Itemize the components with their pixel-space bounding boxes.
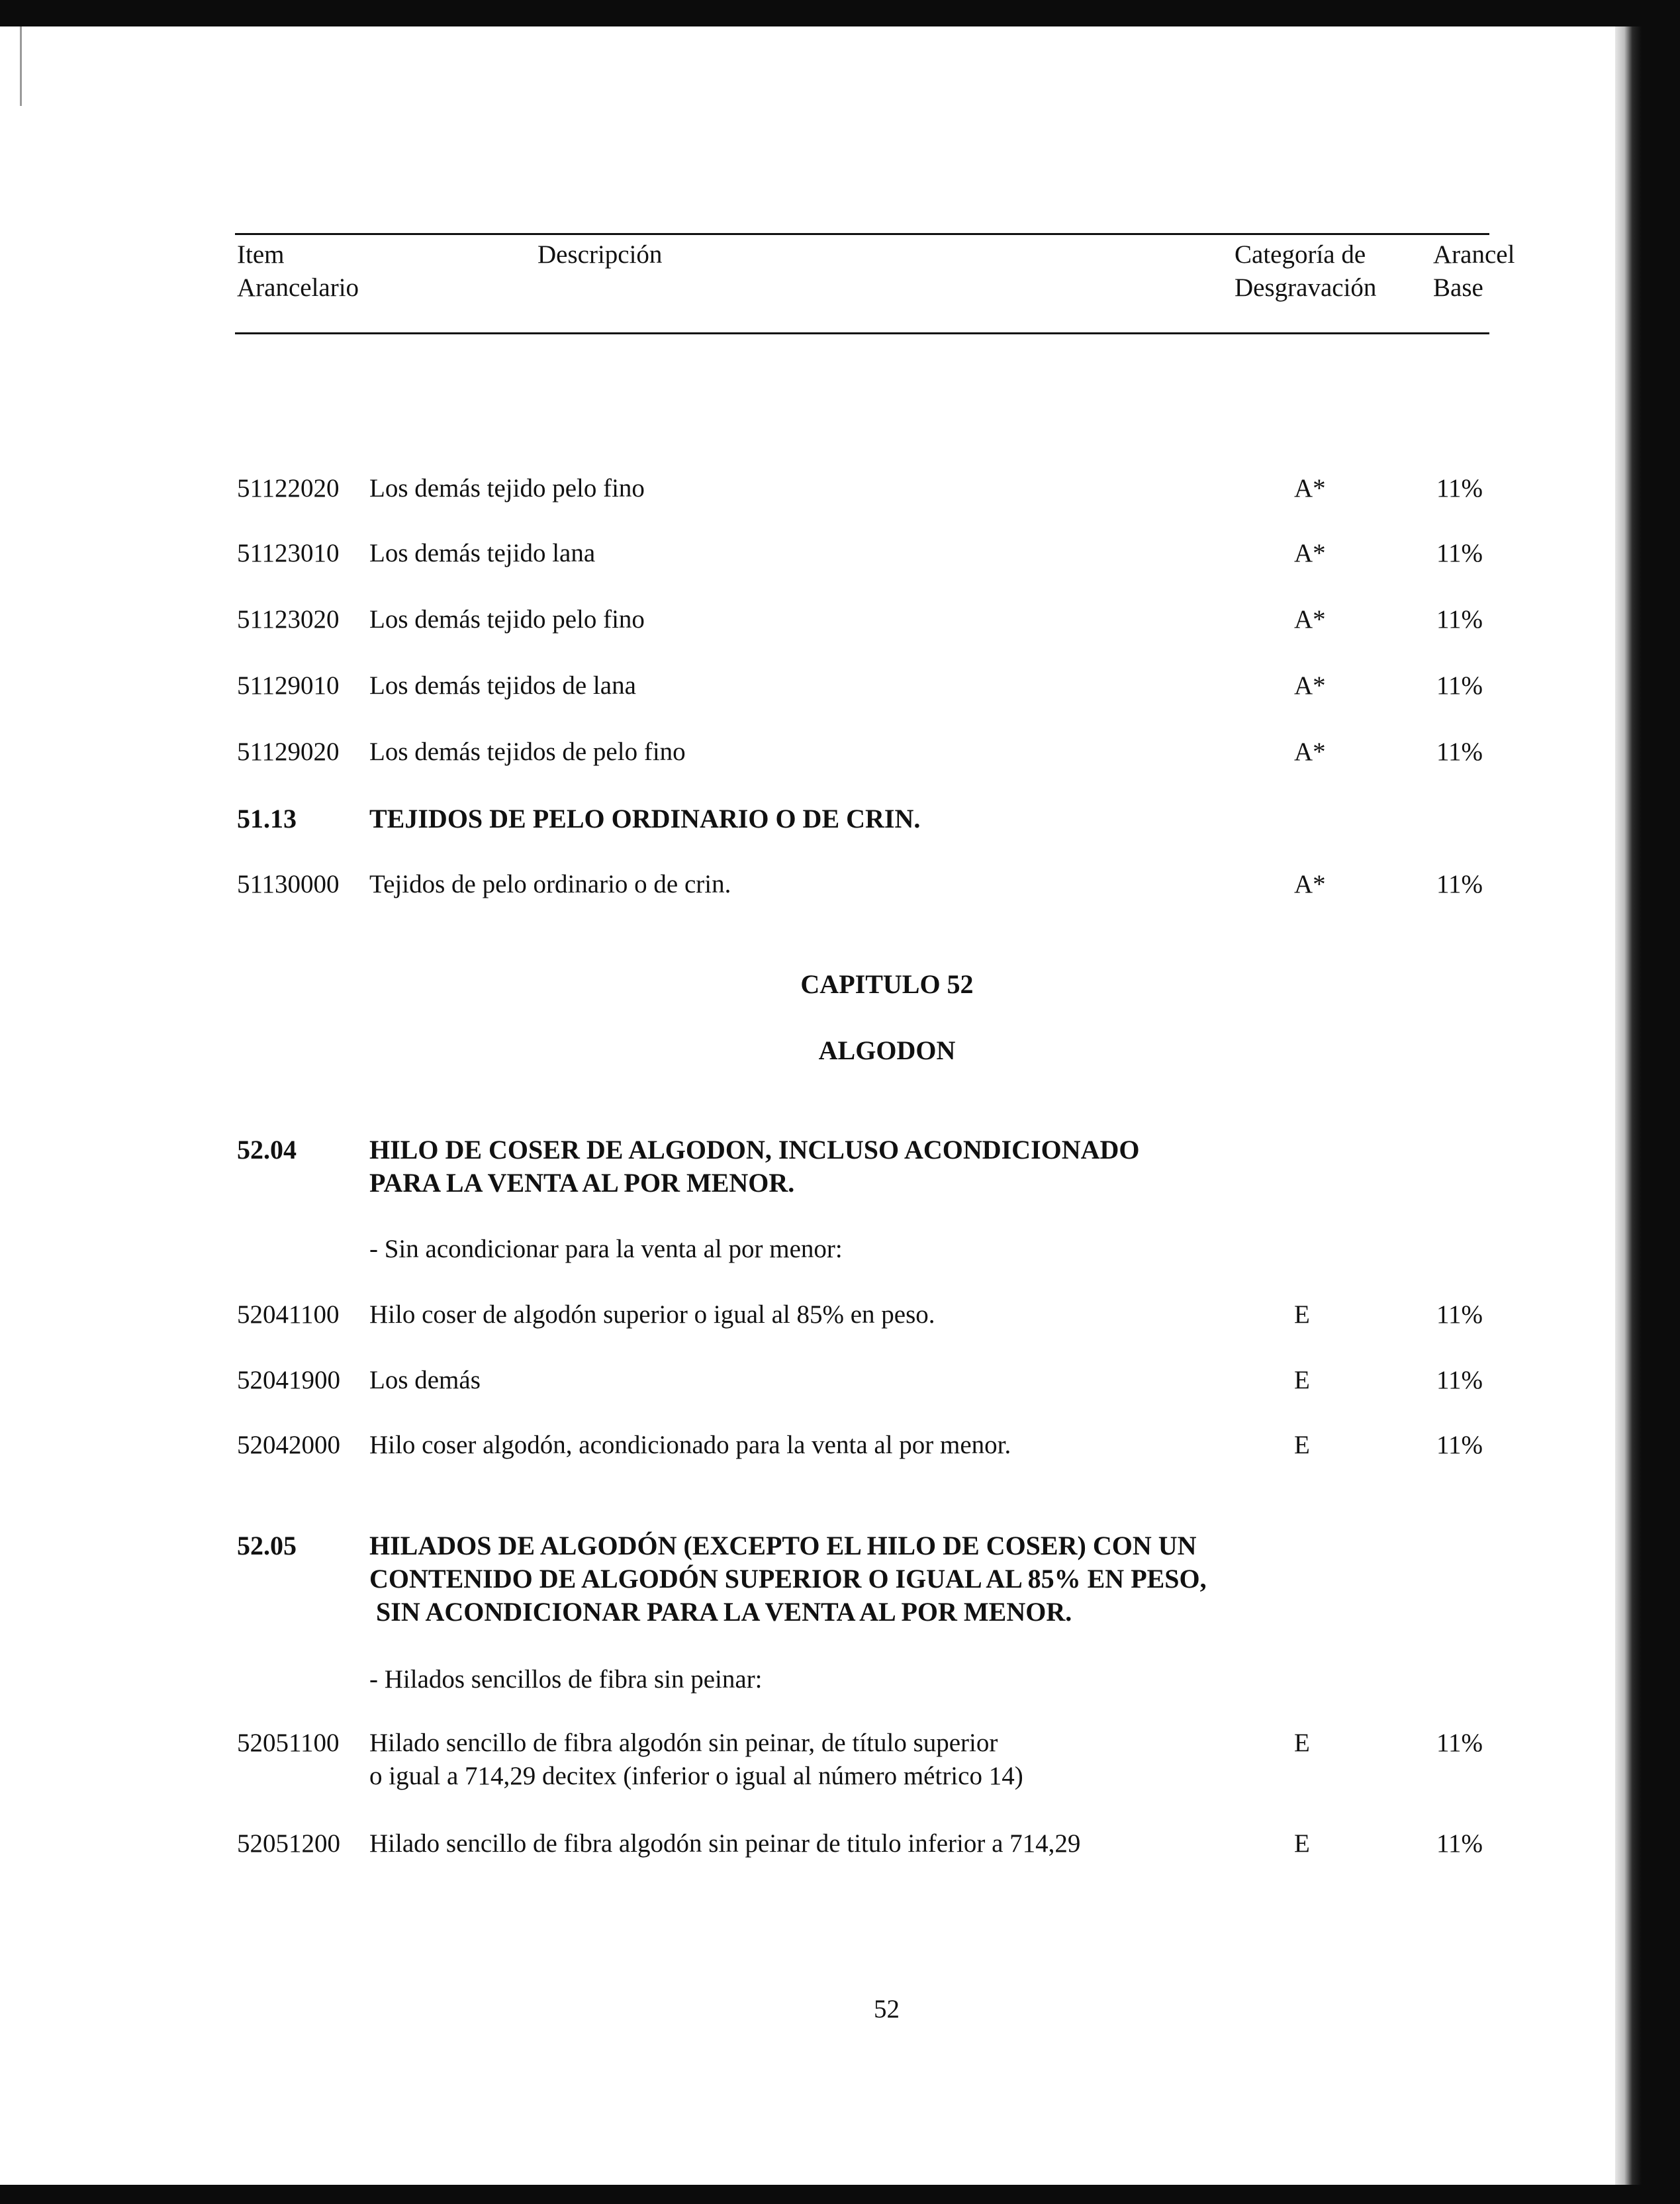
heading-title-line2: CONTENIDO DE ALGODÓN SUPERIOR O IGUAL AL 85% EN PESO, (369, 1564, 1207, 1594)
heading-title: TEJIDOS DE PELO ORDINARIO O DE CRIN. (369, 804, 921, 834)
row-category: A* (1294, 474, 1326, 503)
row-code: 51129010 (237, 671, 340, 700)
heading-title-line2: PARA LA VENTA AL POR MENOR. (369, 1168, 795, 1198)
row-description: Hilo coser de algodón superior o igual al 85% en peso. (369, 1300, 935, 1329)
heading-title (369, 1529, 1207, 1629)
header-description: Descripción (537, 240, 663, 269)
row-description: Tejidos de pelo ordinario o de crin. (369, 870, 731, 898)
row-category: A* (1294, 738, 1326, 766)
header-item-column (237, 238, 359, 305)
row-rate: 11% (1436, 671, 1483, 700)
row-code: 52051100 (237, 1729, 340, 1757)
row-code: 51122020 (237, 474, 340, 503)
chapter-title: CAPITULO 52 (800, 969, 974, 999)
row-rate: 11% (1436, 738, 1483, 766)
header-tariff-line1: Arancel (1433, 240, 1515, 269)
row-description: Los demás tejido pelo fino (369, 605, 645, 634)
header-tariff-column (1433, 238, 1515, 305)
row-category: E (1294, 1300, 1310, 1329)
row-rate: 11% (1436, 1366, 1483, 1394)
row-rate: 11% (1436, 1431, 1483, 1459)
row-category: A* (1294, 605, 1326, 634)
row-rate: 11% (1436, 539, 1483, 567)
row-description: Hilo coser algodón, acondicionado para la venta al por menor. (369, 1431, 1011, 1459)
scan-mark-left (20, 26, 22, 106)
row-description: Los demás (369, 1366, 481, 1394)
row-rate: 11% (1436, 605, 1483, 634)
row-category: E (1294, 1729, 1310, 1757)
row-description: Los demás tejidos de lana (369, 671, 636, 700)
row-description: Hilado sencillo de fibra algodón sin peinar de titulo inferior a 714,29 (369, 1829, 1081, 1858)
row-category: E (1294, 1366, 1310, 1394)
row-category: E (1294, 1829, 1310, 1858)
row-category: A* (1294, 539, 1326, 567)
row-rate: 11% (1436, 870, 1483, 898)
heading-title-line3: SIN ACONDICIONAR PARA LA VENTA AL POR MENOR. (369, 1597, 1072, 1627)
row-code: 51123010 (237, 539, 340, 567)
header-item-line1: Item (237, 240, 285, 269)
row-description: Los demás tejido lana (369, 539, 596, 567)
row-code: 52041100 (237, 1300, 340, 1329)
subheading: - Hilados sencillos de fibra sin peinar: (369, 1665, 763, 1694)
row-rate: 11% (1436, 1300, 1483, 1329)
page-number: 52 (874, 1995, 900, 2023)
header-top-rule (235, 233, 1489, 235)
row-code: 51129020 (237, 738, 340, 766)
heading-title-line1: HILO DE COSER DE ALGODON, INCLUSO ACONDICIONADO (369, 1135, 1140, 1165)
row-code: 52042000 (237, 1431, 340, 1459)
header-tariff-line2: Base (1433, 273, 1483, 302)
row-description-line1: Hilado sencillo de fibra algodón sin peinar, de título superior (369, 1729, 998, 1757)
subheading: - Sin acondicionar para la venta al por menor: (369, 1235, 843, 1263)
header-category-line2: Desgravación (1235, 273, 1377, 302)
row-description (369, 1727, 1023, 1793)
row-code: 52041900 (237, 1366, 340, 1394)
row-description: Los demás tejido pelo fino (369, 474, 645, 503)
heading-code: 51.13 (237, 804, 297, 834)
heading-title-line1: HILADOS DE ALGODÓN (EXCEPTO EL HILO DE COSER) CON UN (369, 1531, 1197, 1560)
row-code: 51123020 (237, 605, 340, 634)
heading-title (369, 1133, 1140, 1200)
row-category: A* (1294, 671, 1326, 700)
scan-border-bottom (0, 2185, 1680, 2204)
scan-border-right (1615, 26, 1680, 2185)
chapter-subtitle: ALGODON (818, 1035, 956, 1065)
scan-border-top (0, 0, 1680, 26)
header-bottom-rule (235, 332, 1489, 334)
row-description-line2: o igual a 714,29 decitex (inferior o igual al número métrico 14) (369, 1762, 1023, 1790)
row-category: E (1294, 1431, 1310, 1459)
row-rate: 11% (1436, 474, 1483, 503)
header-item-line2: Arancelario (237, 273, 359, 302)
row-code: 51130000 (237, 870, 340, 898)
row-code: 52051200 (237, 1829, 340, 1858)
row-category: A* (1294, 870, 1326, 898)
row-rate: 11% (1436, 1729, 1483, 1757)
row-rate: 11% (1436, 1829, 1483, 1858)
heading-code: 52.05 (237, 1531, 297, 1560)
row-description: Los demás tejidos de pelo fino (369, 738, 686, 766)
header-category-line1: Categoría de (1235, 240, 1366, 269)
header-category-column (1235, 238, 1376, 305)
heading-code: 52.04 (237, 1135, 297, 1165)
